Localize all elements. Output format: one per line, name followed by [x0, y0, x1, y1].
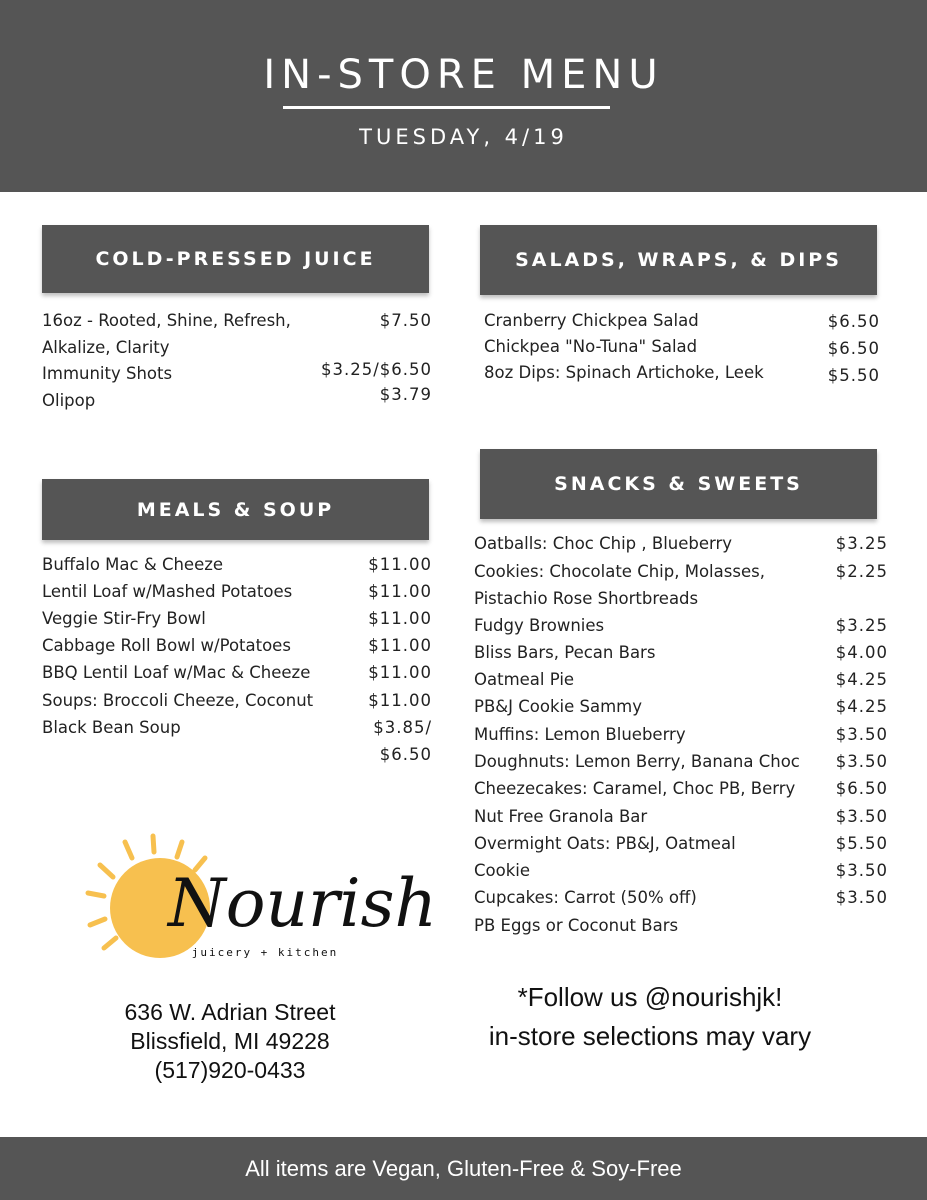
meal-item: BBQ Lentil Loaf w/Mac & Cheeze — [42, 663, 311, 682]
meal-price: $11.00 — [368, 636, 432, 655]
juice-item: Olipop — [42, 391, 96, 410]
meal-item: Cabbage Roll Bowl w/Potatoes — [42, 636, 291, 655]
snack-item: Overmight Oats: PB&J, Oatmeal — [474, 834, 736, 853]
social-note — [440, 978, 860, 1056]
snack-price: $3.50 — [835, 861, 888, 880]
snack-item: Bliss Bars, Pecan Bars — [474, 643, 656, 662]
salad-price: $5.50 — [827, 366, 880, 385]
snack-item: PB Eggs or Coconut Bars — [474, 916, 679, 935]
juice-item: Immunity Shots — [42, 364, 173, 383]
snack-price: $5.50 — [835, 834, 888, 853]
snack-price: $4.00 — [835, 643, 888, 662]
salad-price: $6.50 — [827, 312, 880, 331]
selection-note: in-store selections may vary — [488, 1021, 812, 1051]
meal-price: $6.50 — [379, 745, 432, 764]
meal-item: Veggie Stir-Fry Bowl — [42, 609, 206, 628]
salad-item: 8oz Dips: Spinach Artichoke, Leek — [484, 363, 764, 382]
snack-item: PB&J Cookie Sammy — [474, 697, 642, 716]
footer-banner — [0, 1137, 927, 1200]
snack-item: Muffins: Lemon Blueberry — [474, 725, 686, 744]
meal-price: $11.00 — [368, 582, 432, 601]
snack-price: $3.50 — [835, 752, 888, 771]
section-heading-salads: SALADS, WRAPS, & DIPS — [480, 225, 877, 295]
meal-price: $11.00 — [368, 663, 432, 682]
snack-item: Cheezecakes: Caramel, Choc PB, Berry — [474, 779, 796, 798]
juice-price: $3.79 — [379, 385, 432, 404]
snack-item: Cookies: Chocolate Chip, Molasses, — [474, 562, 765, 581]
snack-price: $3.50 — [835, 888, 888, 907]
meal-item: Buffalo Mac & Cheeze — [42, 555, 224, 574]
page-title: IN-STORE MENU — [263, 52, 664, 98]
snack-item: Oatmeal Pie — [474, 670, 575, 689]
nourish-logo — [80, 830, 438, 960]
snack-item: Doughnuts: Lemon Berry, Banana Choc — [474, 752, 800, 771]
snack-price: $3.25 — [835, 534, 888, 553]
address-phone: (517)920-0433 — [154, 1057, 306, 1083]
address-city: Blissfield, MI 49228 — [130, 1028, 330, 1054]
meal-price: $11.00 — [368, 555, 432, 574]
section-heading-juice: COLD-PRESSED JUICE — [42, 225, 429, 293]
snack-item: Fudgy Brownies — [474, 616, 605, 635]
snack-item: Cupcakes: Carrot (50% off) — [474, 888, 697, 907]
juice-item: Alkalize, Clarity — [42, 338, 170, 357]
juice-price: $3.25/$6.50 — [320, 360, 432, 379]
logo-wordmark: Nourish — [168, 865, 438, 942]
follow-text: *Follow us @nourishjk! — [517, 982, 783, 1012]
logo-tagline: juicery + kitchen — [191, 946, 339, 959]
snack-price: $4.25 — [835, 670, 888, 689]
snack-item: Pistachio Rose Shortbreads — [474, 589, 699, 608]
snack-price: $4.25 — [835, 697, 888, 716]
snack-price: $3.50 — [835, 725, 888, 744]
salad-item: Cranberry Chickpea Salad — [484, 311, 699, 330]
snack-price: $3.25 — [835, 616, 888, 635]
store-address — [90, 998, 370, 1085]
meal-item: Black Bean Soup — [42, 718, 181, 737]
title-underline — [283, 106, 610, 109]
salad-item: Chickpea "No-Tuna" Salad — [484, 337, 698, 356]
meal-price: $3.85/ — [373, 718, 432, 737]
section-heading-snacks: SNACKS & SWEETS — [480, 449, 877, 519]
snack-price: $2.25 — [835, 562, 888, 581]
meal-item: Soups: Broccoli Cheeze, Coconut — [42, 691, 314, 710]
snack-item: Oatballs: Choc Chip , Blueberry — [474, 534, 733, 553]
header-banner — [0, 0, 927, 192]
menu-date: TUESDAY, 4/19 — [359, 125, 568, 149]
snack-price: $3.50 — [835, 807, 888, 826]
snack-price: $6.50 — [835, 779, 888, 798]
juice-price: $7.50 — [379, 311, 432, 330]
meal-price: $11.00 — [368, 609, 432, 628]
snack-item: Cookie — [474, 861, 531, 880]
sun-logo-icon — [80, 830, 438, 960]
salad-price: $6.50 — [827, 339, 880, 358]
section-heading-meals: MEALS & SOUP — [42, 479, 429, 540]
meal-item: Lentil Loaf w/Mashed Potatoes — [42, 582, 293, 601]
address-street: 636 W. Adrian Street — [124, 999, 336, 1025]
snack-item: Nut Free Granola Bar — [474, 807, 648, 826]
meal-price: $11.00 — [368, 691, 432, 710]
juice-item: 16oz - Rooted, Shine, Refresh, — [42, 311, 291, 330]
footer-text: All items are Vegan, Gluten-Free & Soy-Free — [245, 1155, 682, 1181]
